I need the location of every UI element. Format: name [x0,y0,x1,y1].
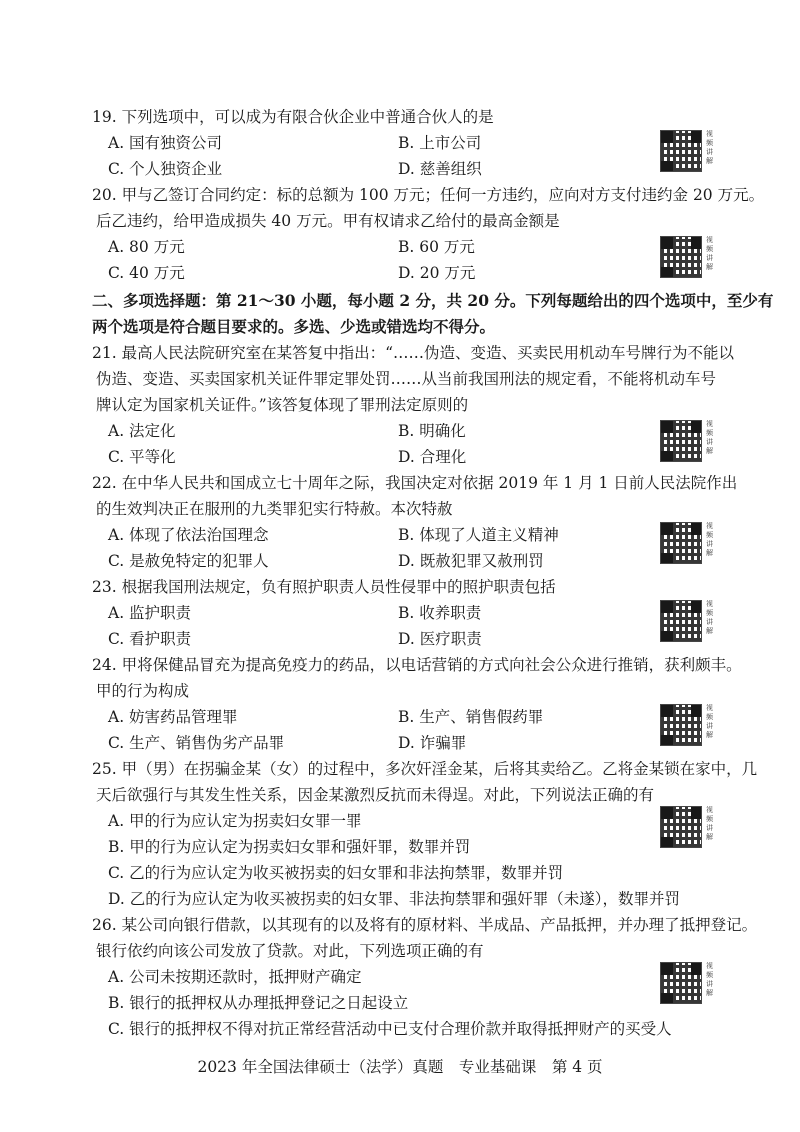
qr-label: 视频讲解 [706,236,713,271]
option-c[interactable]: C. 是赦免特定的犯罪人 [108,552,269,570]
option-c[interactable]: C. 乙的行为应认定为收买被拐卖的妇女罪和非法拘禁罪，数罪并罚 [108,864,564,882]
option-b[interactable]: B. 体现了人道主义精神 [398,526,559,544]
option-b[interactable]: B. 明确化 [398,422,466,440]
question-stem: 19. 下列选项中，可以成为有限合伙企业中普通合伙人的是 [92,108,494,126]
option-c[interactable]: C. 看护职责 [108,630,192,648]
option-d[interactable]: D. 慈善组织 [398,160,482,178]
option-d[interactable]: D. 乙的行为应认定为收买被拐卖的妇女罪、非法拘禁罪和强奸罪（未遂），数罪并罚 [108,890,680,908]
qr-code-icon[interactable] [660,420,702,462]
option-a[interactable]: A. 妨害药品管理罪 [108,708,238,726]
option-b[interactable]: B. 60 万元 [398,238,475,256]
qr-label: 视频讲解 [706,600,713,635]
qr-code-icon[interactable] [660,236,702,278]
option-a[interactable]: A. 体现了依法治国理念 [108,526,269,544]
option-a[interactable]: A. 公司未按期还款时，抵押财产确定 [108,968,362,986]
option-a[interactable]: A. 法定化 [108,422,176,440]
question-stem-line: 伪造、变造、买卖国家机关证件罪定罪处罚……从当前我国刑法的规定看，不能将机动车号 [96,370,717,388]
qr-label: 视频讲解 [706,420,713,455]
question-stem-line: 26. 某公司向银行借款，以其现有的以及将有的原材料、半成品、产品抵押，并办理了抵押登记。 [92,916,758,934]
question-stem-line: 21. 最高人民法院研究室在某答复中指出：“……伪造、变造、买卖民用机动车号牌行为不能以 [92,344,735,362]
question-stem-line: 牌认定为国家机关证件。”该答复体现了罪刑法定原则的 [96,396,469,414]
option-b[interactable]: B. 上市公司 [398,134,482,152]
option-a[interactable]: A. 监护职责 [108,604,192,622]
question-stem-line: 24. 甲将保健品冒充为提高免疫力的药品，以电话营销的方式向社会公众进行推销，获利颇丰。 [92,656,742,674]
question-stem-line: 的生效判决正在服刑的九类罪犯实行特赦。本次特赦 [96,500,453,518]
qr-label: 视频讲解 [706,130,713,165]
question-stem-line: 20. 甲与乙签订合同约定：标的总额为 100 万元；任何一方违约，应向对方支付违约金 20 万元。 [92,186,765,204]
option-c[interactable]: C. 平等化 [108,448,176,466]
option-a[interactable]: A. 甲的行为应认定为拐卖妇女罪一罪 [108,812,362,830]
question-26 [92,912,758,964]
qr-code-icon[interactable] [660,522,702,564]
option-a[interactable]: A. 国有独资公司 [108,134,223,152]
question-stem-line: 后乙违约，给甲造成损失 40 万元。甲有权请求乙给付的最高金额是 [96,212,560,230]
question-stem: 23. 根据我国刑法规定，负有照护职责人员性侵罪中的照护职责包括 [92,578,556,596]
option-d[interactable]: D. 诈骗罪 [398,734,467,752]
qr-label: 视频讲解 [706,704,713,739]
option-c[interactable]: C. 银行的抵押权不得对抗正常经营活动中已支付合理价款并取得抵押财产的买受人 [108,1020,672,1038]
option-b[interactable]: B. 银行的抵押权从办理抵押登记之日起设立 [108,994,409,1012]
qr-code-icon[interactable] [660,600,702,642]
question-stem-line: 25. 甲（男）在拐骗金某（女）的过程中，多次奸淫金某，后将其卖给乙。乙将金某锁在家中，几 [92,760,758,778]
option-c[interactable]: C. 生产、销售伪劣产品罪 [108,734,285,752]
option-a[interactable]: A. 80 万元 [108,238,185,256]
option-b[interactable]: B. 生产、销售假药罪 [398,708,544,726]
option-d[interactable]: D. 20 万元 [398,264,476,282]
page-footer: 2023 年全国法律硕士（法学）真题 专业基础课 第 4 页 [197,1058,603,1076]
question-stem-line: 22. 在中华人民共和国成立七十周年之际，我国决定对依据 2019 年 1 月 1 日前人民法院作出 [92,474,738,492]
question-22 [92,470,738,522]
question-stem-line: 甲的行为构成 [96,682,190,700]
option-d[interactable]: D. 既赦犯罪又赦刑罚 [398,552,544,570]
qr-label: 视频讲解 [706,522,713,557]
question-24 [92,652,742,704]
option-d[interactable]: D. 合理化 [398,448,467,466]
section-heading-line: 二、多项选择题：第 21～30 小题，每小题 2 分，共 20 分。下列每题给出的四个选项中，至少有 [92,291,774,310]
option-d[interactable]: D. 医疗职责 [398,630,482,648]
qr-label: 视频讲解 [706,962,713,997]
option-b[interactable]: B. 甲的行为应认定为拐卖妇女罪和强奸罪，数罪并罚 [108,838,471,856]
option-c[interactable]: C. 个人独资企业 [108,160,223,178]
option-c[interactable]: C. 40 万元 [108,264,185,282]
question-stem-line: 天后欲强行与其发生性关系，因金某激烈反抗而未得逞。对此，下列说法正确的有 [96,786,655,804]
question-19 [92,104,712,130]
question-21 [92,340,735,418]
section-heading [92,288,774,340]
option-b[interactable]: B. 收养职责 [398,604,482,622]
qr-code-icon[interactable] [660,962,702,1004]
question-23 [92,574,712,600]
question-25 [92,756,758,808]
qr-code-icon[interactable] [660,704,702,746]
section-heading-line: 两个选项是符合题目要求的。多选、少选或错选均不得分。 [92,317,496,336]
qr-label: 视频讲解 [706,806,713,841]
qr-code-icon[interactable] [660,130,702,172]
qr-code-icon[interactable] [660,806,702,848]
question-20 [92,182,765,234]
question-stem-line: 银行依约向该公司发放了贷款。对此，下列选项正确的有 [96,942,484,960]
